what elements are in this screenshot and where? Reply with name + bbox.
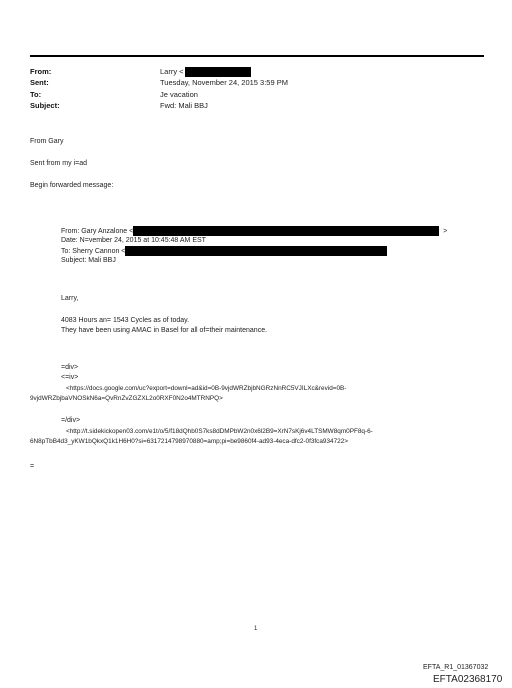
to-label: To: xyxy=(30,90,42,99)
sent-from-line: Sent from my i=ad xyxy=(30,160,87,167)
subject-value: Fwd: Mali BBJ xyxy=(160,101,208,110)
fwd-from-text: From: Gary Anzalone < xyxy=(61,227,134,235)
from-text: Larry < xyxy=(160,67,184,76)
to-value: Je vacation xyxy=(160,90,198,99)
page-number: 1 xyxy=(254,626,258,632)
body-line-2: They have been using AMAC in Basel for all of=their maintenance. xyxy=(61,327,268,334)
from-gary-line: From Gary xyxy=(30,138,64,145)
fwd-from-line xyxy=(61,226,447,236)
iv-open-line: <=iv> xyxy=(61,374,79,381)
trailing-equals: = xyxy=(30,463,35,470)
redaction-box xyxy=(133,226,439,236)
url-1-line-a[interactable]: <https://docs.google.com/uc?export=downl=ad&id=0B-9vjdWRZbjbNGRzNnRC5VJILXc&revid=0B- xyxy=(66,385,347,392)
fwd-from-close: > xyxy=(443,227,448,235)
sent-label: Sent: xyxy=(30,78,49,87)
fwd-to-text: To: Sherry Cannon < xyxy=(61,247,126,255)
url-2-line-a[interactable]: <http://t.sidekickopen03.com/e1t/o/5/f18dQhb0S7ks8dDMPbW2n0x6l2B9=XrN7sKj6v4LTSMW8qm0PF8q-6- xyxy=(66,428,373,435)
header-rule xyxy=(30,55,484,57)
begin-forwarded-line: Begin forwarded message: xyxy=(30,182,114,189)
url-2-line-b[interactable]: 6N8pTbB4d3_yKW1bQkxQ1k1H6H0?si=6317214798970880=amp;pi=be9860f4-ad93-4eca-dfc2-0f3fca934722> xyxy=(30,438,348,445)
from-label: From: xyxy=(30,67,52,76)
greeting-line: Larry, xyxy=(61,295,79,302)
redaction-box xyxy=(185,67,251,77)
from-value xyxy=(160,67,251,77)
redaction-box xyxy=(125,246,387,256)
fwd-to-line xyxy=(61,246,387,256)
bates-number-1: EFTA_R1_01367032 xyxy=(423,664,489,671)
div-open-line: =div> xyxy=(61,364,79,371)
fwd-date-line: Date: N=vember 24, 2015 at 10:45:48 AM EST xyxy=(61,237,206,244)
div-close-line: =/div> xyxy=(61,417,81,424)
sent-value: Tuesday, November 24, 2015 3:59 PM xyxy=(160,78,288,87)
body-line-1: 4083 Hours an= 1543 Cycles as of today. xyxy=(61,317,190,324)
bates-number-2: EFTA02368170 xyxy=(433,674,503,685)
url-1-line-b[interactable]: 9vjdWRZbjbaVNOSkN6a=QvRnZvZGZXL2o0RXF0N2o4MTRNPQ> xyxy=(30,395,223,402)
subject-label: Subject: xyxy=(30,101,60,110)
fwd-subject-line: Subject: Mali BBJ xyxy=(61,257,116,264)
